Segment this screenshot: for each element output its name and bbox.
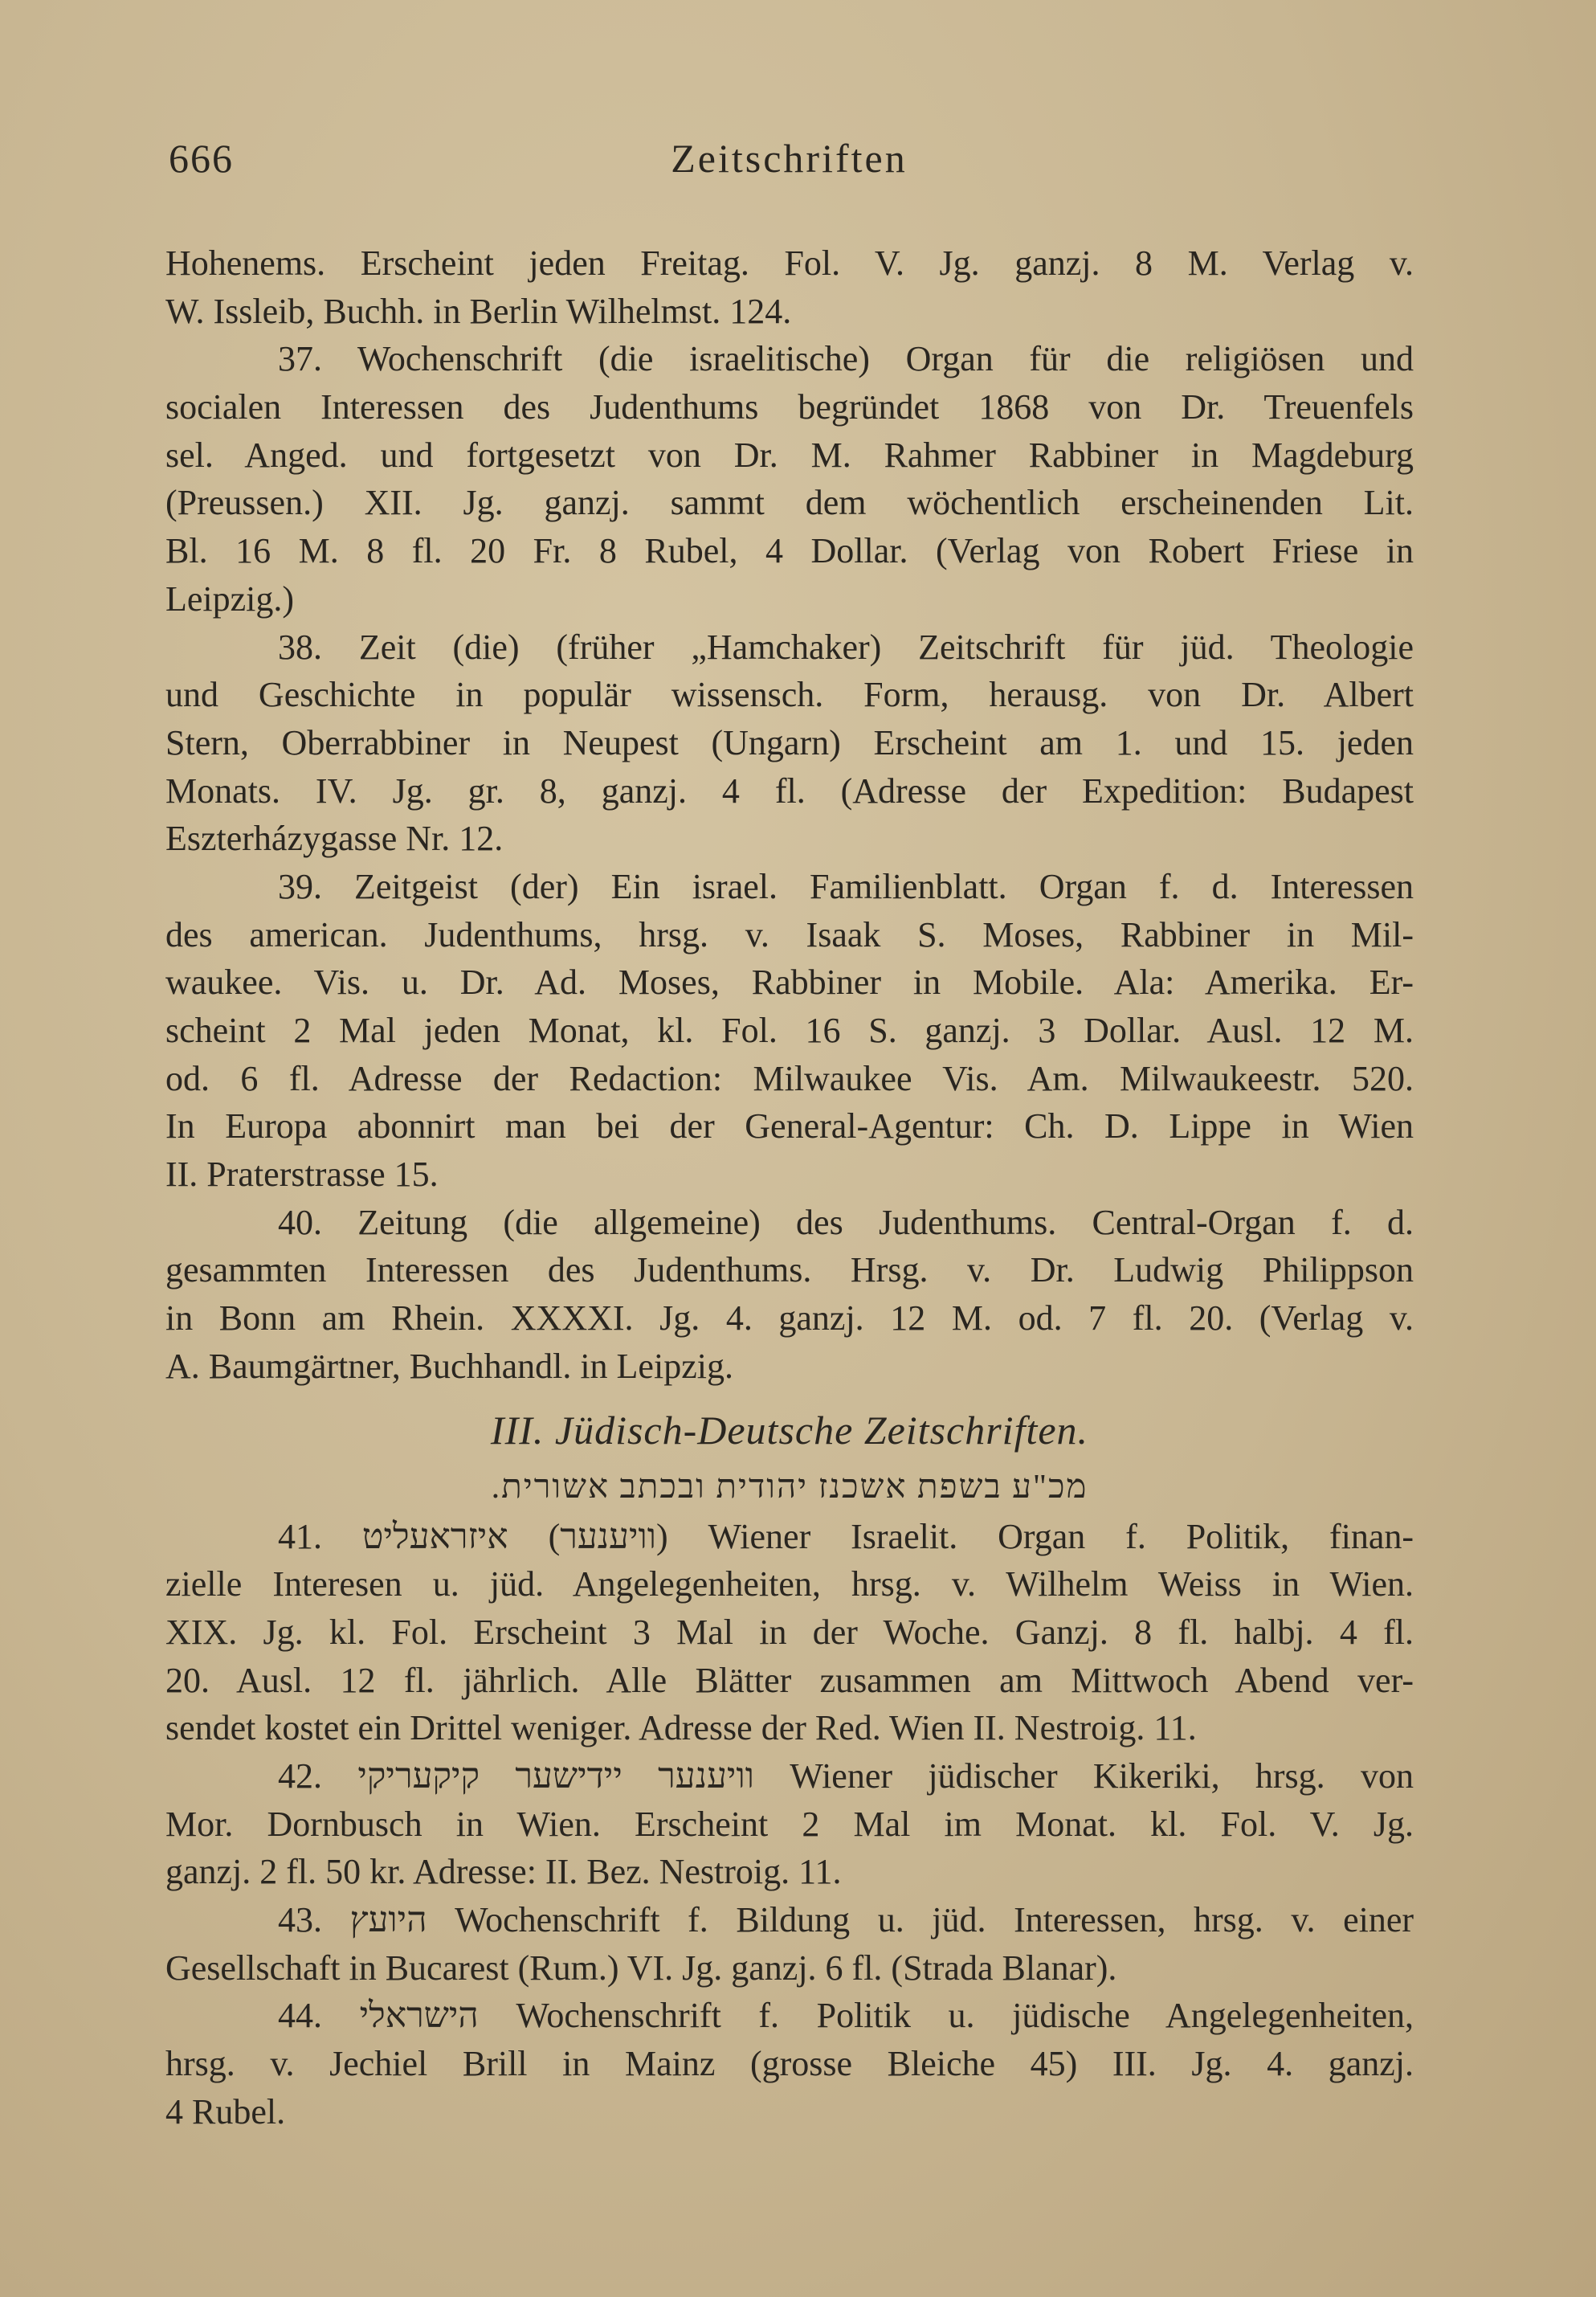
entry-39-line: 39. Zeitgeist (der) Ein israel. Familienblatt. Organ f. d. Interessen (278, 866, 1414, 906)
text-line: Eszterházygasse Nr. 12. (165, 819, 504, 859)
text-line: W. Issleib, Buchh. in Berlin Wilhelmst. 124. (165, 291, 792, 331)
section-heading: III. Jüdisch-Deutsche Zeitschriften. (490, 1407, 1089, 1453)
page-number: 666 (169, 136, 234, 181)
text-line: und Geschichte in populär wissensch. Form, herausg. von Dr. Albert (165, 675, 1414, 715)
text-line: sel. Anged. und fortgesetzt von Dr. M. Rahmer Rabbiner in Magdeburg (165, 435, 1414, 475)
text-line: waukee. Vis. u. Dr. Ad. Moses, Rabbiner in Mobile. Ala: Amerika. Er- (165, 963, 1414, 1003)
entry-text: Wiener Israelit. Organ f. Politik, finan- (708, 1516, 1414, 1556)
entry-number: 42. (278, 1755, 322, 1796)
text-line: Mor. Dornbusch in Wien. Erscheint 2 Mal im Monat. kl. Fol. V. Jg. (165, 1804, 1414, 1844)
text-line: gesammten Interessen des Judenthums. Hrsg. v. Dr. Ludwig Philippson (165, 1250, 1414, 1290)
text-line: sendet kostet ein Drittel weniger. Adresse der Red. Wien II. Nestroig. 11. (165, 1708, 1197, 1748)
entry-44-first-line (165, 1992, 1414, 2040)
page-body (165, 239, 1414, 2136)
hebrew-title: היועץ (349, 1900, 427, 1939)
text-line: Gesellschaft in Bucarest (Rum.) VI. Jg. ganzj. 6 fl. (Strada Blanar). (165, 1948, 1117, 1988)
text-line: A. Baumgärtner, Buchhandl. in Leipzig. (165, 1346, 733, 1386)
text-line: ganzj. 2 fl. 50 kr. Adresse: II. Bez. Nestroig. 11. (165, 1852, 842, 1892)
text-line: des american. Judenthums, hrsg. v. Isaak S. Moses, Rabbiner in Mil- (165, 914, 1414, 954)
text-line: In Europa abonnirt man bei der General-Agentur: Ch. D. Lippe in Wien (165, 1106, 1414, 1146)
text-line: Bl. 16 M. 8 fl. 20 Fr. 8 Rubel, 4 Dollar. (Verlag von Robert Friese in (165, 531, 1414, 571)
text-line: II. Praterstrasse 15. (165, 1155, 439, 1195)
text-line: socialen Interessen des Judenthums begründet 1868 von Dr. Treuenfels (165, 387, 1414, 427)
entry-42-first-line (165, 1752, 1414, 1800)
text-line: (Preussen.) XII. Jg. ganzj. sammt dem wöchentlich erscheinenden Lit. (165, 483, 1414, 523)
text-line: in Bonn am Rhein. XXXXI. Jg. 4. ganzj. 12 M. od. 7 fl. 20. (Verlag v. (165, 1298, 1414, 1339)
text-line: zielle Interesen u. jüd. Angelegenheiten, hrsg. v. Wilhelm Weiss in Wien. (165, 1564, 1414, 1604)
entry-number: 41. (278, 1516, 322, 1556)
entry-40-line: 40. Zeitung (die allgemeine) des Judenthums. Central-Organ f. d. (278, 1202, 1414, 1242)
text-line: hrsg. v. Jechiel Brill in Mainz (grosse Bleiche 45) III. Jg. 4. ganzj. (165, 2044, 1414, 2084)
entry-41-first-line (165, 1513, 1414, 1561)
entry-number: 44. (278, 1996, 322, 2036)
entry-37-line: 37. Wochenschrift (die israelitische) Organ für die religiösen und (278, 339, 1414, 379)
text-line: Leipzig.) (165, 578, 295, 619)
running-title: Zeitschriften (671, 136, 908, 181)
hebrew-title: וויענער יידישער קיקעריקי (357, 1755, 754, 1796)
text-line: 4 Rubel. (165, 2091, 286, 2131)
text-line: Stern, Oberrabbiner in Neupest (Ungarn) Erscheint am 1. und 15. jeden (165, 722, 1414, 762)
hebrew-title: (וויענער) איזראעליט (361, 1516, 668, 1556)
text-line: scheint 2 Mal jeden Monat, kl. Fol. 16 S. ganzj. 3 Dollar. Ausl. 12 M. (165, 1011, 1414, 1050)
entry-text: Wochenschrift f. Bildung u. jüd. Interessen, hrsg. v. einer (455, 1900, 1414, 1939)
hebrew-subtitle: מכ"ע בשפת אשכנז יהודית ובכתב אשורית. (491, 1468, 1088, 1506)
text-line: od. 6 fl. Adresse der Redaction: Milwaukee Vis. Am. Milwaukeestr. 520. (165, 1058, 1414, 1098)
text-line: 20. Ausl. 12 fl. jährlich. Alle Blätter zusammen am Mittwoch Abend ver- (165, 1660, 1414, 1700)
entry-text: Wiener jüdischer Kikeriki, hrsg. von (790, 1755, 1414, 1796)
entry-text: Wochenschrift f. Politik u. jüdische Angelegenheiten, (516, 1996, 1414, 2036)
text-line: Monats. IV. Jg. gr. 8, ganzj. 4 fl. (Adresse der Expedition: Budapest (165, 770, 1414, 811)
hebrew-title: הישראלי (359, 1996, 479, 2036)
page-header (169, 135, 1410, 191)
entry-38-line: 38. Zeit (die) (früher „Hamchaker) Zeitschrift für jüd. Theologie (278, 627, 1414, 667)
text-line: XIX. Jg. kl. Fol. Erscheint 3 Mal in der Woche. Ganzj. 8 fl. halbj. 4 fl. (165, 1612, 1414, 1652)
text-line: Hohenems. Erscheint jeden Freitag. Fol. V. Jg. ganzj. 8 M. Verlag v. (165, 243, 1414, 283)
entry-43-first-line (165, 1896, 1414, 1944)
entry-number: 43. (278, 1900, 322, 1939)
